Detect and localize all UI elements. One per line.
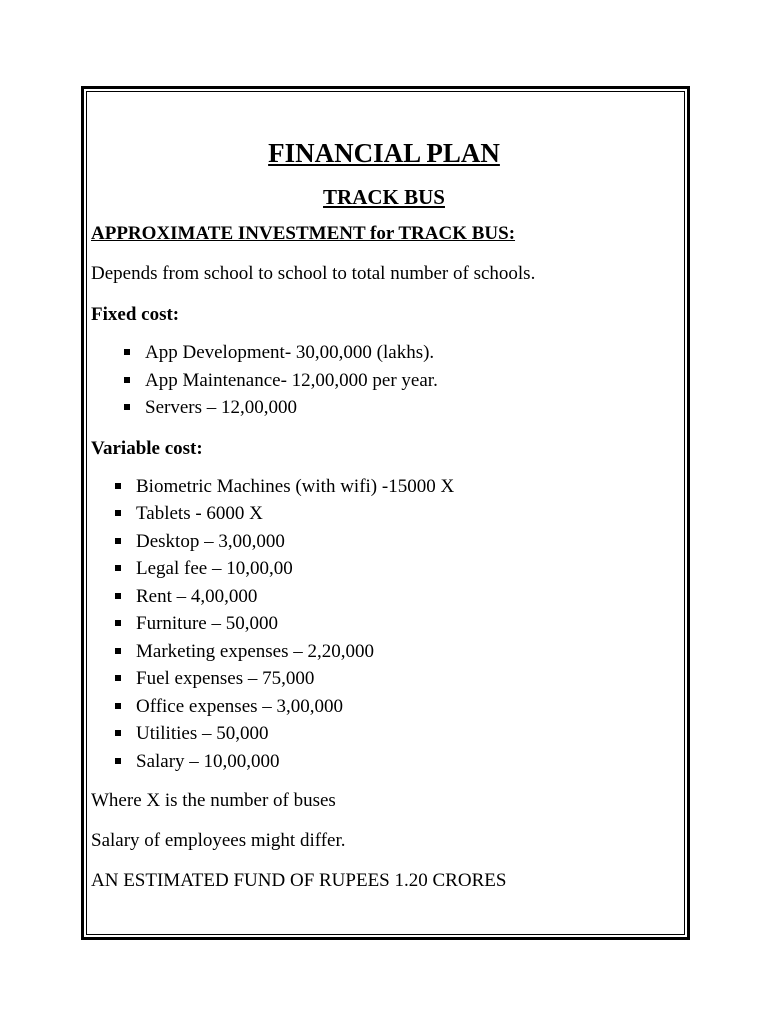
- list-item-text: Biometric Machines (with wifi) -15000 X: [136, 475, 455, 497]
- list-item: [91, 610, 681, 638]
- bullet-square-icon: [124, 377, 130, 383]
- list-item-text: Legal fee – 10,00,00: [136, 558, 293, 579]
- list-item: [91, 720, 681, 748]
- document-body: [91, 135, 681, 893]
- list-item-text: Servers – 12,00,000: [145, 397, 297, 418]
- fixed-cost-label: Fixed cost:: [91, 304, 180, 325]
- bullet-square-icon: [115, 730, 121, 736]
- list-item-text: Utilities – 50,000: [136, 723, 269, 744]
- list-item: [91, 583, 681, 611]
- bullet-square-icon: [115, 620, 121, 626]
- list-item-text: App Maintenance- 12,00,000 per year.: [145, 369, 438, 391]
- list-item: [91, 748, 681, 776]
- list-item-text: Rent – 4,00,000: [136, 585, 258, 607]
- list-item: [91, 394, 681, 422]
- list-item: [91, 367, 681, 395]
- list-item-text: Office expenses – 3,00,000: [136, 695, 344, 717]
- bullet-square-icon: [124, 404, 130, 410]
- fixed-cost-list: [91, 339, 681, 422]
- bullet-square-icon: [124, 349, 130, 355]
- list-item: [91, 528, 681, 556]
- list-item-text: Tablets - 6000 X: [136, 503, 263, 524]
- list-item: [91, 339, 681, 367]
- list-item: [91, 500, 681, 528]
- note-salary: Salary of employees might differ.: [91, 830, 346, 851]
- bullet-square-icon: [115, 510, 121, 516]
- note-estimated-fund: AN ESTIMATED FUND OF RUPEES 1.20 CRORES: [91, 870, 507, 891]
- bullet-square-icon: [115, 593, 121, 599]
- list-item: [91, 555, 681, 583]
- list-item: [91, 693, 681, 721]
- list-item-text: Marketing expenses – 2,20,000: [136, 640, 374, 662]
- bullet-square-icon: [115, 703, 121, 709]
- intro-text: Depends from school to school to total number of schools.: [91, 263, 536, 284]
- variable-cost-label: Variable cost:: [91, 437, 203, 459]
- list-item: [91, 665, 681, 693]
- list-item-text: App Development- 30,00,000 (lakhs).: [145, 342, 435, 363]
- variable-cost-list: [91, 473, 681, 776]
- list-item: [91, 638, 681, 666]
- bullet-square-icon: [115, 565, 121, 571]
- list-item-text: Fuel expenses – 75,000: [136, 668, 315, 689]
- document-title: FINANCIAL PLAN: [268, 138, 500, 168]
- bullet-square-icon: [115, 758, 121, 764]
- document-subtitle: TRACK BUS: [323, 185, 445, 209]
- bullet-square-icon: [115, 483, 121, 489]
- list-item-text: Desktop – 3,00,000: [136, 530, 285, 552]
- bullet-square-icon: [115, 538, 121, 544]
- note-buses: Where X is the number of buses: [91, 790, 336, 811]
- bullet-square-icon: [115, 648, 121, 654]
- list-item-text: Furniture – 50,000: [136, 613, 278, 634]
- list-item-text: Salary – 10,00,000: [136, 750, 280, 772]
- list-item: [91, 473, 681, 501]
- bullet-square-icon: [115, 675, 121, 681]
- investment-heading: APPROXIMATE INVESTMENT for TRACK BUS:: [91, 223, 516, 244]
